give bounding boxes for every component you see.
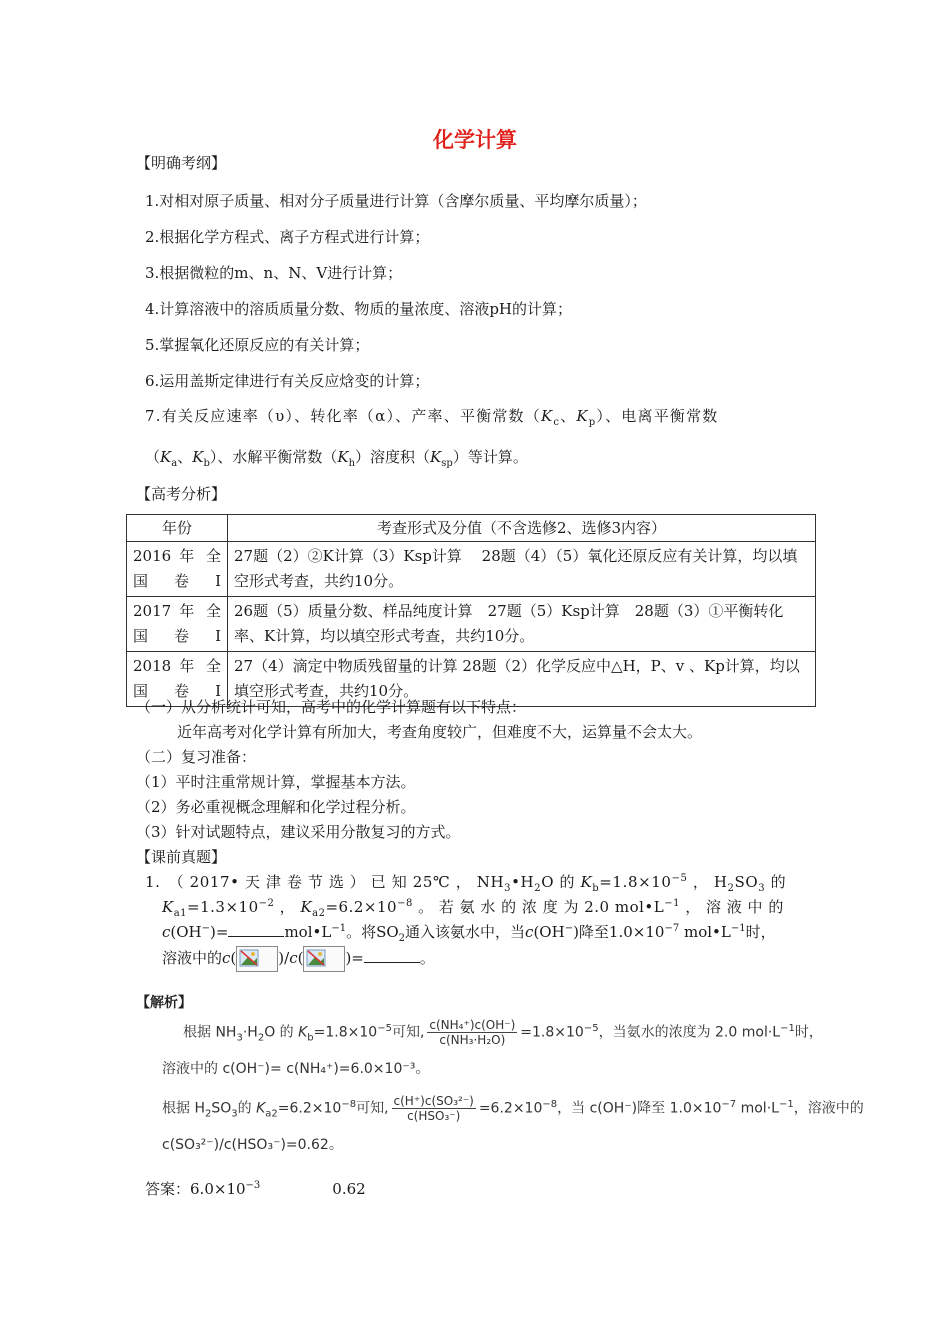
broken-image-icon <box>303 946 345 972</box>
text: −5 <box>583 1022 599 1034</box>
text: K <box>540 407 554 425</box>
text: 。 <box>419 949 435 967</box>
text: 2 <box>534 883 542 894</box>
text: −8 <box>397 898 413 909</box>
text: 时， <box>745 923 776 941</box>
text: =1.8×10 <box>599 873 672 891</box>
content-cell: 27题（2）②K计算（3）Ksp计算 28题（4）（5）氧化还原反应有关计算，均以填空形式考查，共约10分。 <box>228 542 816 597</box>
solution-line-1 <box>183 1018 823 1047</box>
text: K <box>162 898 174 916</box>
text: K <box>160 448 172 466</box>
text: b <box>203 458 210 469</box>
text: =1.3×10 <box>187 898 259 916</box>
text: c <box>525 923 534 941</box>
broken-image-icon <box>236 946 278 972</box>
fraction <box>427 1018 517 1047</box>
text: − <box>201 923 211 934</box>
text: •H <box>511 873 535 891</box>
text: mol•L <box>679 923 731 941</box>
question-heading: 【课前真题】 <box>136 848 227 866</box>
analysis-heading: 【高考分析】 <box>136 485 227 503</box>
text: 可知, <box>356 1100 389 1117</box>
text: (OH <box>533 923 565 941</box>
text: 3 <box>236 1032 243 1044</box>
text: K <box>580 873 593 891</box>
text: ( <box>230 949 237 967</box>
year-cell: 2018 年 全 国卷Ⅰ <box>127 652 228 707</box>
question-line-2 <box>162 896 784 919</box>
text: 。将SO <box>346 923 399 941</box>
text: a <box>171 458 178 469</box>
analysis-table <box>126 514 816 707</box>
text: 7.有关反应速率（υ）、转化率（α）、产率、平衡常数（ <box>145 407 541 425</box>
syllabus-item-7-cont <box>145 446 528 469</box>
solution-line-4: c(SO₃²⁻)/c(HSO₃⁻)=0.62。 <box>162 1137 343 1153</box>
content-cell: 27（4）滴定中物质残留量的计算 28题（2）化学反应中△H，P、v 、Kp计算，均以填空形式考查，共约10分。 <box>228 652 816 707</box>
text: −1 <box>778 1098 794 1110</box>
text: )/ <box>278 949 290 967</box>
text: )降至1.0×10 <box>573 923 665 941</box>
text: 答案： <box>145 1180 191 1198</box>
text: a2 <box>265 1108 278 1120</box>
syllabus-item-6: 6.运用盖斯定律进行有关反应焓变的计算； <box>145 372 430 390</box>
syllabus-item-3: 3.根据微粒的m、n、N、V进行计算； <box>145 264 403 282</box>
text: −8 <box>341 1098 357 1110</box>
text: c <box>289 949 298 967</box>
text: (OH <box>170 923 202 941</box>
text: ， 溶 液 中 的 <box>679 898 784 916</box>
text: c(NH₄⁺)c(OH⁻) <box>429 1018 516 1032</box>
text: =1.8×10 <box>520 1024 584 1041</box>
text: K <box>256 1100 266 1117</box>
text: 、 <box>177 448 193 466</box>
text: c(HSO₃⁻) <box>407 1109 461 1123</box>
text: K <box>300 898 313 916</box>
text: −2 <box>258 898 275 909</box>
text: 2 <box>257 1032 265 1044</box>
text: a1 <box>173 908 188 919</box>
text: −7 <box>664 923 680 934</box>
text: ， H <box>687 873 728 891</box>
col-form-header: 考查形式及分值（不含选修2、选修3内容） <box>228 515 816 542</box>
note-6: （3）针对试题特点，建议采用分散复习的方式。 <box>136 823 461 841</box>
text: 2 <box>204 1108 212 1120</box>
text: O 的 <box>541 873 581 891</box>
text: 时， <box>794 1024 823 1041</box>
text: 1. （ 2017• 天 津 卷 节 选 ） 已 知 25℃ ， NH <box>145 873 505 891</box>
text: −8 <box>542 1098 558 1110</box>
text: p <box>588 417 597 428</box>
text: a2 <box>312 908 326 919</box>
text: 3 <box>758 883 766 894</box>
table-row <box>127 597 816 652</box>
text: 0.62 <box>332 1180 366 1198</box>
text: =6.2×10 <box>325 898 398 916</box>
syllabus-item-4: 4.计算溶液中的溶质质量分数、物质的量浓度、溶液pH的计算； <box>145 300 572 318</box>
table-row <box>127 542 816 597</box>
text: 2 <box>398 933 406 944</box>
content-cell: 26题（5）质量分数、样品纯度计算 27题（5）Ksp计算 28题（3）①平衡转化率、K计算，均以填空形式考查，共约10分。 <box>228 597 816 652</box>
text: ）等计算。 <box>452 448 528 466</box>
syllabus-item-7 <box>145 405 719 428</box>
syllabus-item-1: 1.对相对原子质量、相对分子质量进行计算（含摩尔质量、平均摩尔质量）； <box>145 192 647 210</box>
text: ( <box>297 949 304 967</box>
text: SO <box>734 873 759 891</box>
text: =6.2×10 <box>277 1100 342 1117</box>
note-5: （2）务必重视概念理解和化学过程分析。 <box>136 798 416 816</box>
text: 。 若 氨 水 的 浓 度 为 2.0 mol•L <box>412 898 665 916</box>
note-2: 近年高考对化学计算有所加大，考查角度较广，但难度不大，运算量不会太大。 <box>177 723 703 741</box>
text: )= <box>210 923 229 941</box>
text: 2 <box>727 883 735 894</box>
text: ）、水解平衡常数（ <box>209 448 338 466</box>
text: −5 <box>671 873 688 884</box>
text: 溶液中的 <box>162 949 223 967</box>
text: b <box>307 1032 314 1044</box>
note-4: （1）平时注重常规计算，掌握基本方法。 <box>136 773 416 791</box>
text: ）溶度积（ <box>355 448 431 466</box>
text: K <box>337 448 349 466</box>
text: b <box>592 883 600 894</box>
text: 3 <box>231 1108 238 1120</box>
text: −1 <box>780 1022 795 1034</box>
syllabus-heading: 【明确考纲】 <box>136 154 227 172</box>
text: h <box>348 458 356 469</box>
table-header-row <box>127 515 816 542</box>
text: 根据 NH <box>183 1024 237 1041</box>
question-line-1 <box>145 871 786 894</box>
col-year-header: 年份 <box>127 515 228 542</box>
note-3: （二）复习准备： <box>136 748 257 766</box>
text: K <box>576 407 589 425</box>
text: )= <box>345 949 364 967</box>
text: 根据 H <box>162 1100 205 1117</box>
text: O 的 <box>264 1024 299 1041</box>
text: ，当 c(OH⁻)降至 1.0×10 <box>557 1100 722 1117</box>
answer-line <box>145 1178 366 1199</box>
text: −7 <box>721 1098 737 1110</box>
text: =6.2×10 <box>478 1100 543 1117</box>
solution-line-3 <box>162 1094 864 1123</box>
text: （ <box>145 448 161 466</box>
text: 6.0×10 <box>190 1180 246 1198</box>
text: c(H⁺)c(SO₃²⁻) <box>393 1094 474 1108</box>
solution-heading: 【解析】 <box>136 995 192 1011</box>
text: −3 <box>245 1180 261 1191</box>
syllabus-item-2: 2.根据化学方程式、离子方程式进行计算； <box>145 228 430 246</box>
fraction <box>392 1094 476 1123</box>
text: − <box>564 923 574 934</box>
year-cell: 2016 年 全 国卷Ⅰ <box>127 542 228 597</box>
text: ，当氨水的浓度为 2.0 mol·L <box>598 1024 781 1041</box>
text: SO <box>211 1100 232 1117</box>
text: −5 <box>377 1022 392 1034</box>
text: ·H <box>242 1024 258 1041</box>
text: 的 <box>237 1100 257 1117</box>
text: ，溶液中的 <box>793 1100 864 1117</box>
page-title: 化学计算 <box>433 128 517 152</box>
text: ）、电离平衡常数 <box>596 407 719 425</box>
question-line-4 <box>162 946 435 972</box>
text: 通入该氨水中，当 <box>405 923 526 941</box>
syllabus-item-5: 5.掌握氧化还原反应的有关计算； <box>145 336 370 354</box>
text: c(NH₃·H₂O) <box>439 1033 506 1047</box>
text: 、 <box>560 407 577 425</box>
text: mol•L <box>284 923 332 941</box>
text: 可知, <box>391 1024 425 1041</box>
text: −1 <box>331 923 347 934</box>
text: c <box>162 923 171 941</box>
question-line-3 <box>162 921 776 944</box>
text: 的 <box>765 873 787 891</box>
text: c <box>553 417 561 428</box>
text: ， <box>274 898 301 916</box>
text: 3 <box>504 883 512 894</box>
solution-line-2: 溶液中的 c(OH⁻)= c(NH₄⁺)=6.0×10⁻³。 <box>162 1061 430 1077</box>
text: =1.8×10 <box>313 1024 378 1041</box>
text: K <box>298 1024 308 1041</box>
year-cell: 2017 年 全 国卷Ⅰ <box>127 597 228 652</box>
text: mol·L <box>736 1100 779 1117</box>
text: −1 <box>664 898 680 909</box>
answer-blank <box>228 922 284 937</box>
text: sp <box>441 458 453 469</box>
text: c <box>222 949 231 967</box>
text: K <box>192 448 204 466</box>
note-1: （一）从分析统计可知，高考中的化学计算题有以下特点： <box>136 698 527 716</box>
answer-blank <box>364 948 420 963</box>
text: K <box>430 448 442 466</box>
text: −1 <box>730 923 746 934</box>
